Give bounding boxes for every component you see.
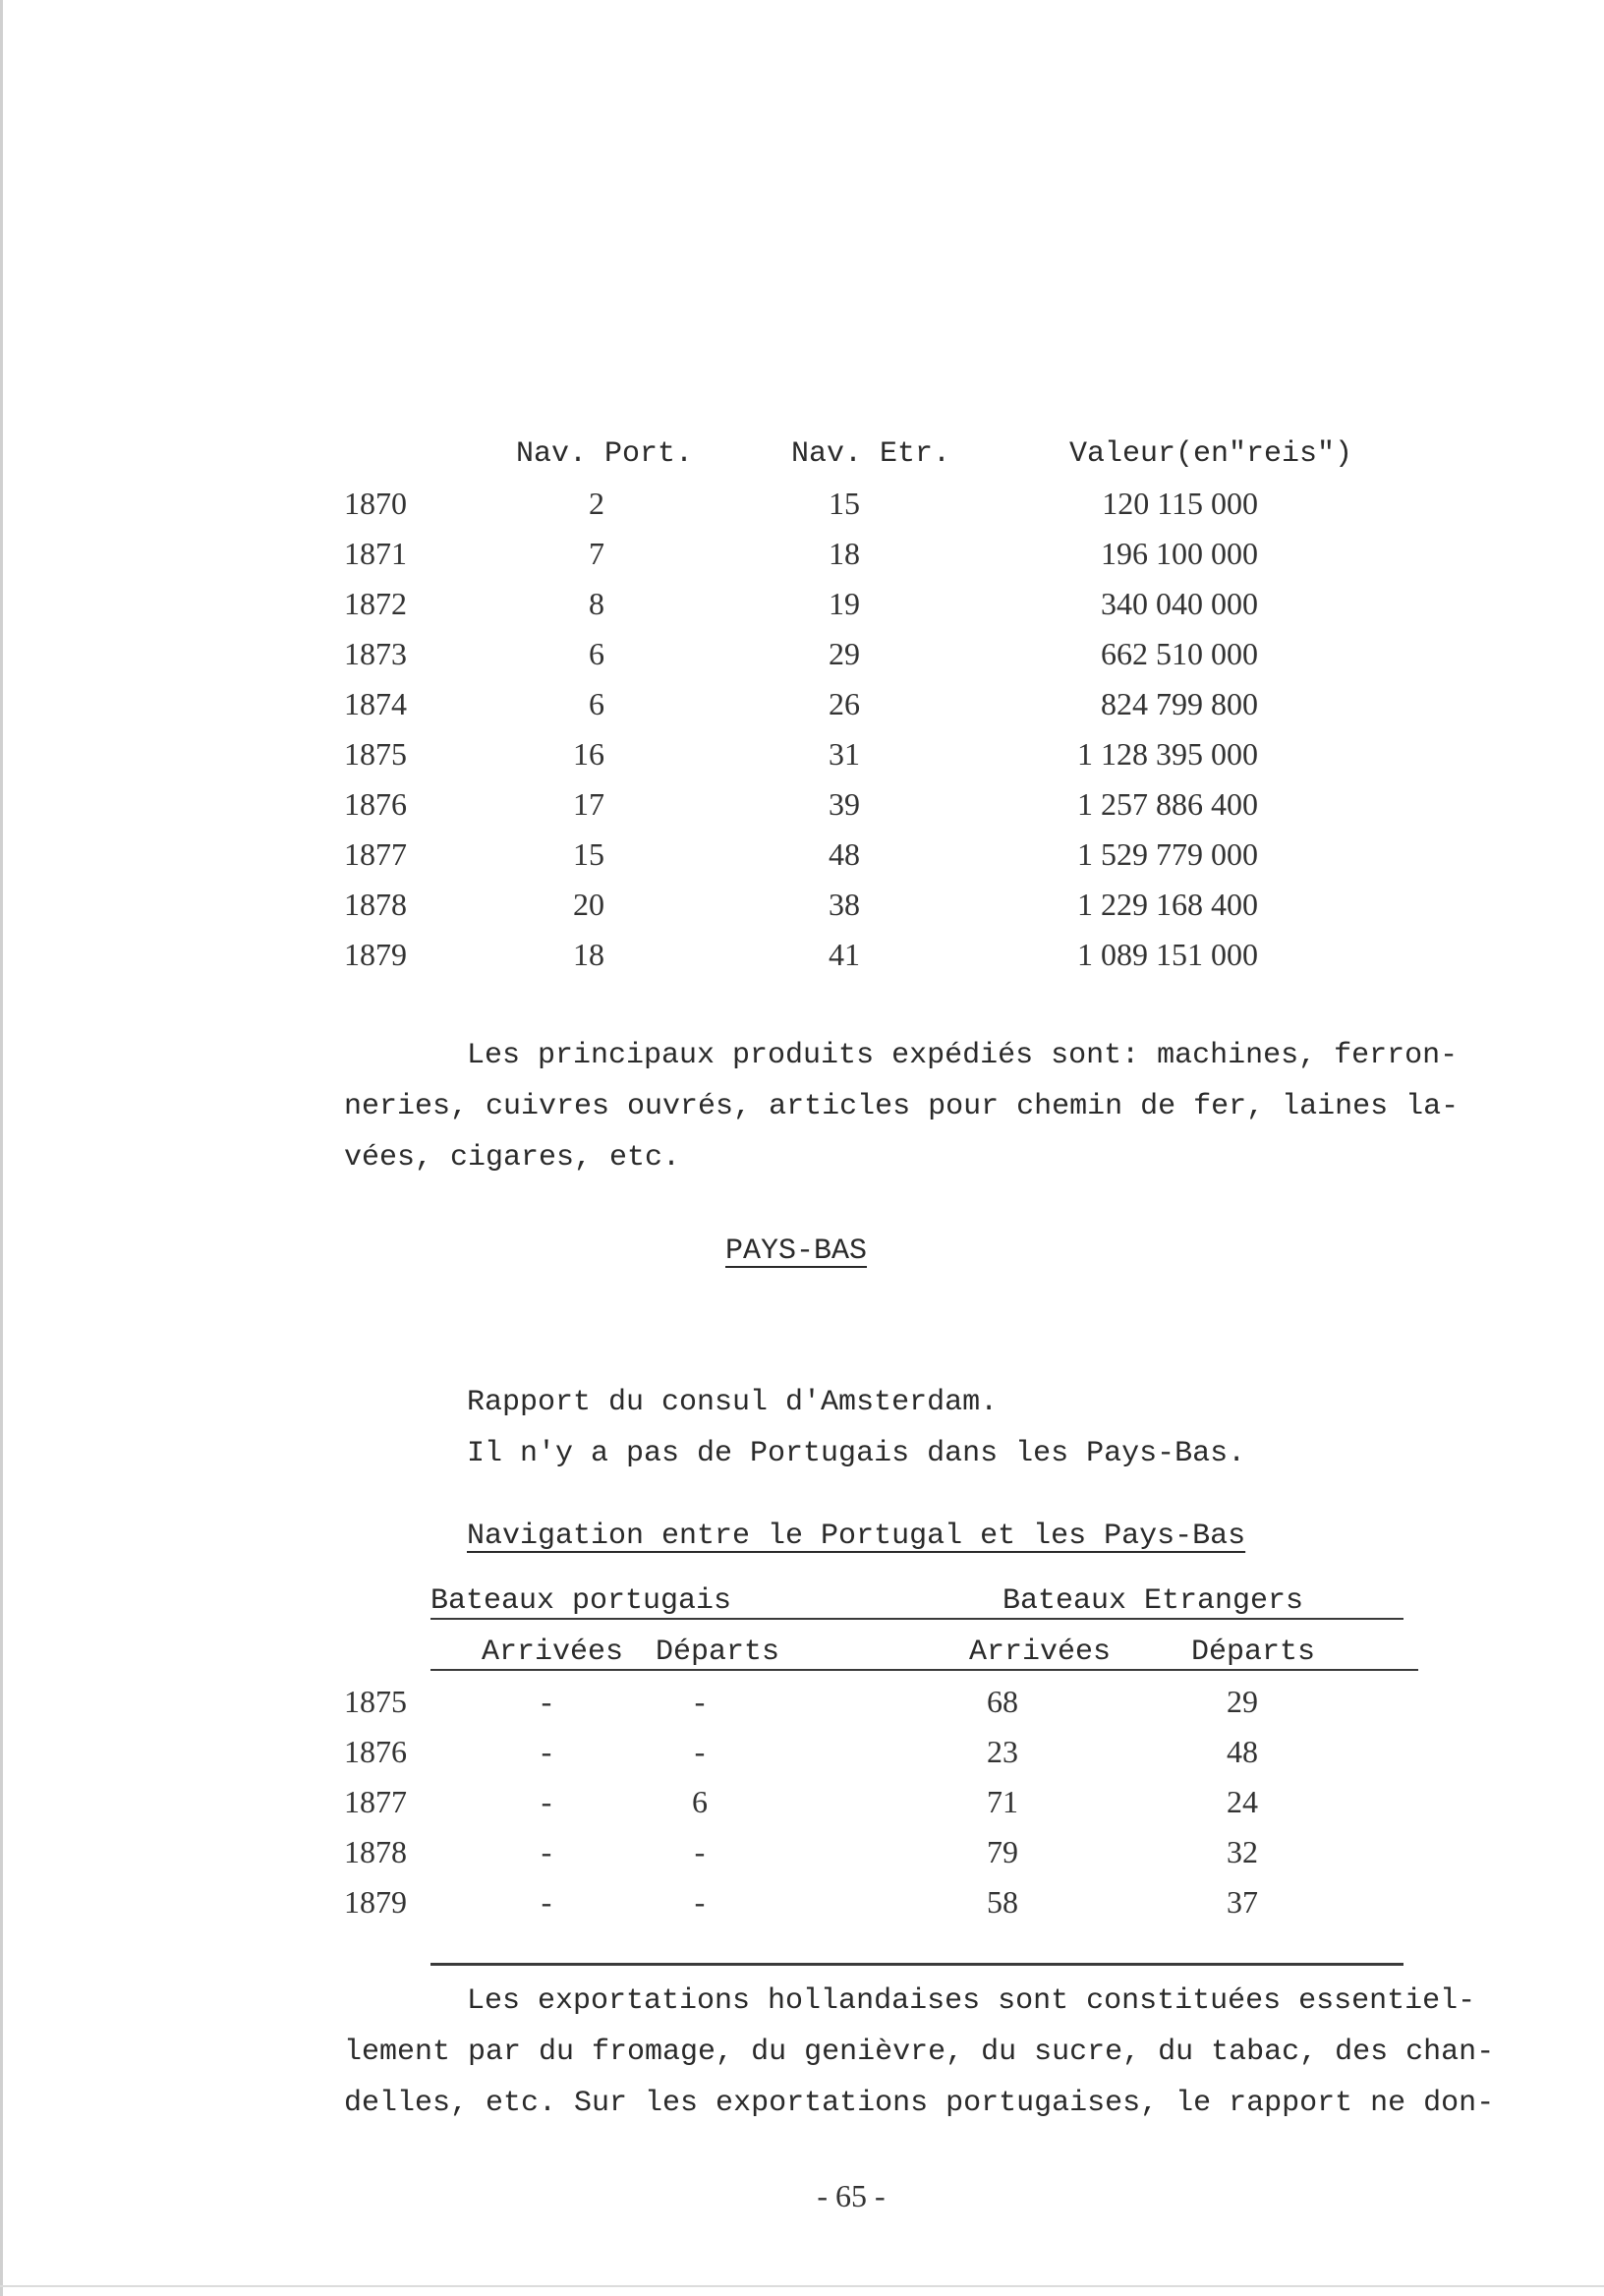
table1-header-nav-etr: Nav. Etr.	[791, 437, 951, 471]
table1-cell-valeur: 662 510 000	[1101, 636, 1258, 671]
table2-cell-et-arrivees: 79	[987, 1834, 1018, 1869]
table1-cell-year: 1871	[344, 536, 407, 571]
report-line-2: Il n'y a pas de Portugais dans les Pays-Bas.	[467, 1437, 1246, 1470]
table2-cell-year: 1876	[344, 1734, 407, 1769]
paragraph-products	[344, 1030, 1460, 1183]
table2-cell-pt-departs: -	[694, 1734, 706, 1769]
table2-cell-et-departs: 24	[1227, 1784, 1258, 1819]
table1-cell-nav-etr: 31	[829, 736, 860, 772]
table1-cell-nav-etr: 48	[829, 836, 860, 872]
table1-cell-year: 1879	[344, 937, 407, 972]
table2-cell-et-arrivees: 68	[987, 1684, 1018, 1719]
table2-cell-pt-departs: -	[694, 1684, 706, 1719]
table1-cell-nav-port: 7	[589, 536, 604, 571]
table1-cell-nav-port: 17	[573, 786, 604, 822]
table1-cell-nav-port: 18	[573, 937, 604, 972]
table1-cell-nav-port: 20	[573, 887, 604, 922]
table1-cell-valeur: 1 089 151 000	[1077, 937, 1258, 972]
table2-cell-pt-departs: 6	[692, 1784, 708, 1819]
table1-cell-year: 1873	[344, 636, 407, 671]
paragraph-line: delles, etc. Sur les exportations portugaises, le rapport ne don-	[344, 2087, 1495, 2120]
table2-group-etrangers: Bateaux Etrangers	[1002, 1584, 1304, 1618]
table2-rule-top	[430, 1618, 1404, 1620]
table1-cell-year: 1875	[344, 736, 407, 772]
table1-header-nav-port: Nav. Port.	[516, 437, 694, 471]
table2-cell-year: 1875	[344, 1684, 407, 1719]
table2-cell-year: 1878	[344, 1834, 407, 1869]
table2-cell-year: 1877	[344, 1784, 407, 1819]
table1-cell-valeur: 1 257 886 400	[1077, 786, 1258, 822]
paragraph-line: Les exportations hollandaises sont constituées essentiel-	[467, 1984, 1476, 2018]
scan-edge-bottom	[0, 2285, 1604, 2287]
table1-cell-nav-port: 6	[589, 636, 604, 671]
table2-cell-et-departs: 29	[1227, 1684, 1258, 1719]
table1-cell-nav-etr: 29	[829, 636, 860, 671]
table1-cell-year: 1878	[344, 887, 407, 922]
table1-cell-nav-port: 6	[589, 686, 604, 721]
table2-sub-et-arrivees: Arrivées	[969, 1636, 1112, 1669]
table1-cell-nav-port: 15	[573, 836, 604, 872]
table2-cell-et-arrivees: 71	[987, 1784, 1018, 1819]
table1-cell-valeur: 824 799 800	[1101, 686, 1258, 721]
table1-cell-nav-etr: 41	[829, 937, 860, 972]
table1-cell-nav-etr: 18	[829, 536, 860, 571]
table2-cell-year: 1879	[344, 1884, 407, 1920]
table2-cell-et-departs: 37	[1227, 1884, 1258, 1920]
table2-rule-sub	[430, 1669, 1418, 1671]
table1-cell-valeur: 1 229 168 400	[1077, 887, 1258, 922]
table1-cell-nav-port: 8	[589, 586, 604, 621]
table2-cell-et-arrivees: 58	[987, 1884, 1018, 1920]
table2-cell-pt-departs: -	[694, 1884, 706, 1920]
table1-cell-valeur: 120 115 000	[1102, 486, 1258, 521]
table2-cell-pt-arrivees: -	[541, 1784, 552, 1819]
table1-cell-valeur: 196 100 000	[1101, 536, 1258, 571]
paragraph-line: vées, cigares, etc.	[344, 1141, 681, 1175]
section-title: PAYS-BAS	[724, 1234, 868, 1268]
table2-title: Navigation entre le Portugal et les Pays-Bas	[467, 1520, 1246, 1553]
paragraph-line: lement par du fromage, du genièvre, du sucre, du tabac, des chan-	[344, 2036, 1495, 2069]
table1-header-valeur: Valeur(en"reis")	[1069, 437, 1353, 471]
table2-cell-pt-arrivees: -	[541, 1734, 552, 1769]
table1-cell-nav-etr: 15	[829, 486, 860, 521]
paragraph-line: Les principaux produits expédiés sont: machines, ferron-	[467, 1039, 1459, 1072]
table2-rule-bottom	[430, 1963, 1404, 1966]
table2-cell-et-departs: 48	[1227, 1734, 1258, 1769]
table2-group-portugais: Bateaux portugais	[430, 1584, 732, 1618]
table2-sub-pt-departs: Départs	[656, 1636, 780, 1669]
table1-cell-nav-etr: 39	[829, 786, 860, 822]
table2-cell-et-departs: 32	[1227, 1834, 1258, 1869]
table1-cell-valeur: 1 128 395 000	[1077, 736, 1258, 772]
table1-cell-year: 1870	[344, 486, 407, 521]
table1-cell-nav-etr: 19	[829, 586, 860, 621]
table2-cell-pt-departs: -	[694, 1834, 706, 1869]
page-number: - 65 -	[817, 2178, 886, 2213]
table1-cell-year: 1877	[344, 836, 407, 872]
paragraph-exports	[344, 1976, 1495, 2129]
table1-cell-year: 1872	[344, 586, 407, 621]
table2-cell-pt-arrivees: -	[541, 1834, 552, 1869]
table2-sub-pt-arrivees: Arrivées	[482, 1636, 624, 1669]
table1-cell-valeur: 340 040 000	[1101, 586, 1258, 621]
table2-cell-pt-arrivees: -	[541, 1684, 552, 1719]
table1-cell-year: 1874	[344, 686, 407, 721]
paragraph-line: neries, cuivres ouvrés, articles pour chemin de fer, laines la-	[344, 1090, 1460, 1123]
table1-cell-nav-port: 16	[573, 736, 604, 772]
table1-cell-nav-etr: 38	[829, 887, 860, 922]
table1-cell-year: 1876	[344, 786, 407, 822]
scan-edge-left	[0, 0, 3, 2296]
table1-cell-valeur: 1 529 779 000	[1077, 836, 1258, 872]
table1-cell-nav-port: 2	[589, 486, 604, 521]
table2-sub-et-departs: Départs	[1191, 1636, 1316, 1669]
report-line-1: Rapport du consul d'Amsterdam.	[467, 1386, 999, 1419]
table2-cell-pt-arrivees: -	[541, 1884, 552, 1920]
table2-cell-et-arrivees: 23	[987, 1734, 1018, 1769]
table1-cell-nav-etr: 26	[829, 686, 860, 721]
